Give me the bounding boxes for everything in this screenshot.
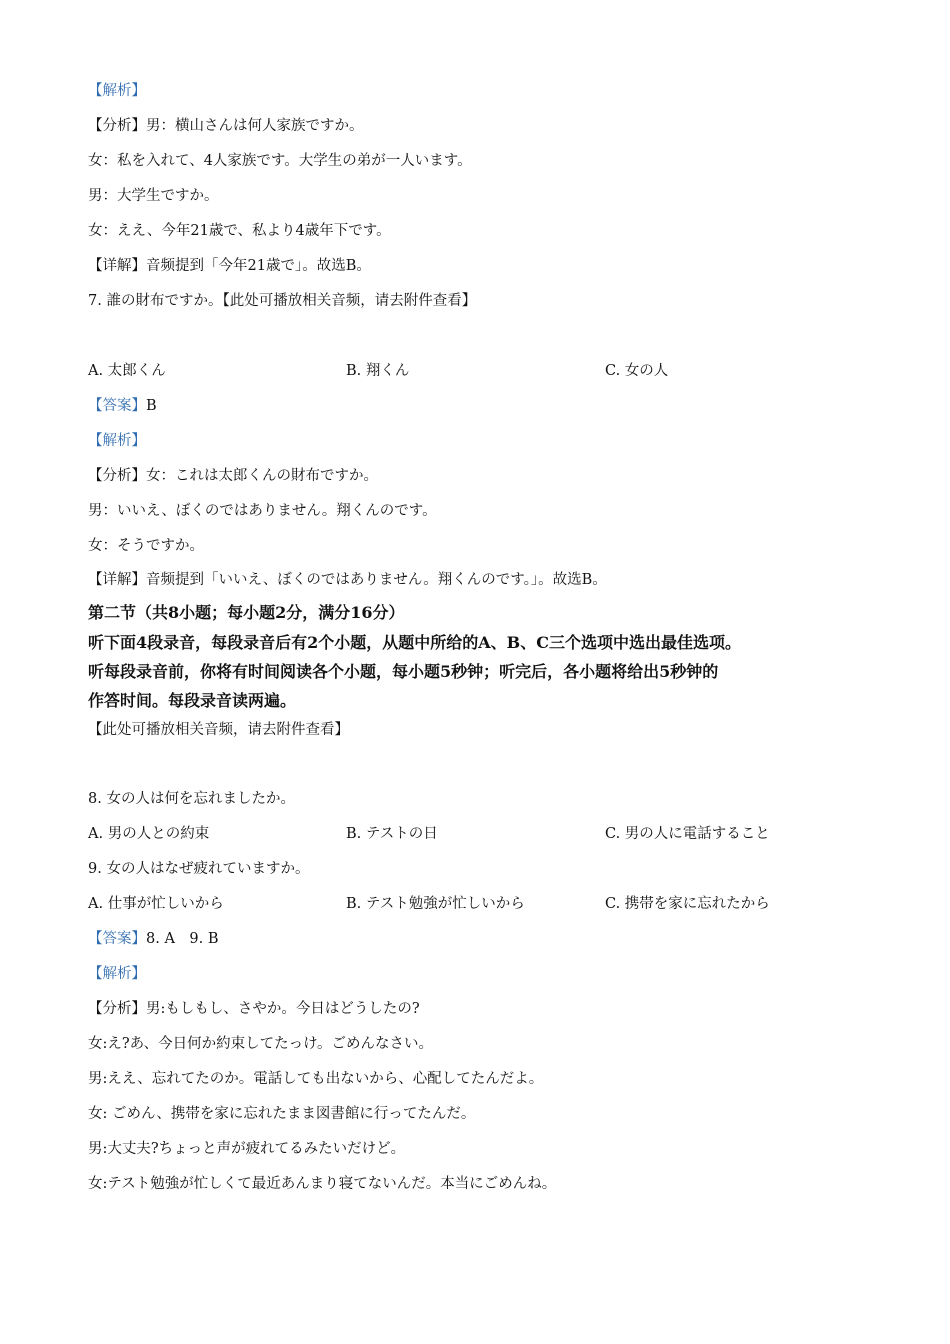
detail-line	[88, 256, 371, 276]
analysis-heading: 【解析】	[88, 966, 146, 982]
section-instruction: 作答时间。每段录音读两遍。	[88, 691, 297, 710]
dialogue-line: 女: ごめん、携帯を家に忘れたまま図書館に行ってたんだ。	[88, 1106, 476, 1122]
analysis-heading: 【解析】	[88, 83, 146, 99]
q8-option-b: B. テストの日	[346, 826, 438, 842]
q9-option-a: A. 仕事が忙しいから	[88, 896, 224, 912]
section-title: 第二节（共8小题；每小题2分，满分16分）	[88, 603, 405, 622]
analysis-tag: 【分析】	[88, 1001, 146, 1017]
analysis-tag: 【分析】	[88, 468, 146, 484]
question-7: 7. 誰の財布ですか。【此处可播放相关音频，请去附件查看】	[88, 293, 477, 309]
detail-tag: 【详解】	[88, 258, 146, 274]
dialogue-line: 女：私を入れて、4人家族です。大学生の弟が一人います。	[88, 153, 472, 169]
answer-line	[88, 396, 157, 416]
analysis-heading: 【解析】	[88, 433, 146, 449]
q9-option-c: C. 携帯を家に忘れたから	[605, 896, 770, 912]
dialogue-line: 男：いいえ、ぼくのではありません。翔くんのです。	[88, 503, 437, 519]
q8-option-c: C. 男の人に電話すること	[605, 826, 770, 842]
answer-tag: 【答案】	[88, 398, 146, 414]
q7-option-b: B. 翔くん	[346, 363, 410, 379]
answer-line	[88, 929, 219, 949]
detail-tag: 【详解】	[88, 572, 146, 588]
section-instruction: 听每段录音前，你将有时间阅读各个小题，每小题5秒钟；听完后，各小题将给出5秒钟的	[88, 662, 719, 681]
q8-option-a: A. 男の人との約束	[88, 826, 210, 842]
answer-tag: 【答案】	[88, 931, 146, 947]
analysis-line	[88, 116, 364, 136]
detail-text: 音频提到「いいえ、ぼくのではありません。翔くんのです。」。故选B。	[146, 572, 607, 588]
section-instruction: 听下面4段录音，每段录音后有2个小题，从题中所给的A、B、C三个选项中选出最佳选项。	[88, 633, 741, 652]
analysis-line	[88, 999, 420, 1019]
q7-option-a: A. 太郎くん	[88, 363, 166, 379]
answer-value: B	[146, 398, 157, 414]
analysis-tag: 【分析】	[88, 118, 146, 134]
dialogue-line: 女：ええ、今年21歳で、私より4歳年下です。	[88, 223, 391, 239]
question-9: 9. 女の人はなぜ疲れていますか。	[88, 861, 310, 877]
dialogue-line: 男:ええ、忘れてたのか。電話しても出ないから、心配してたんだよ。	[88, 1071, 544, 1087]
dialogue-line: 女:え?あ、今日何か約束してたっけ。ごめんなさい。	[88, 1036, 433, 1052]
dialogue-line: 女:テスト勉強が忙しくて最近あんまり寝てないんだ。本当にごめんね。	[88, 1176, 557, 1192]
q7-option-c: C. 女の人	[605, 363, 669, 379]
q9-option-b: B. テスト勉強が忙しいから	[346, 896, 525, 912]
detail-line	[88, 570, 607, 590]
detail-text: 音频提到「今年21歳で」。故选B。	[146, 258, 371, 274]
question-8: 8. 女の人は何を忘れましたか。	[88, 791, 295, 807]
answer-value: 8. A 9. B	[146, 931, 219, 947]
audio-note: 【此处可播放相关音频，请去附件查看】	[88, 722, 349, 738]
dialogue-text: 男:もしもし、さやか。今日はどうしたの?	[146, 1001, 420, 1017]
dialogue-text: 男：横山さんは何人家族ですか。	[146, 118, 364, 134]
dialogue-line: 男:大丈夫?ちょっと声が疲れてるみたいだけど。	[88, 1141, 406, 1157]
dialogue-line: 女：そうですか。	[88, 538, 204, 554]
analysis-line	[88, 466, 378, 486]
dialogue-text: 女：これは太郎くんの財布ですか。	[146, 468, 378, 484]
dialogue-line: 男：大学生ですか。	[88, 188, 219, 204]
